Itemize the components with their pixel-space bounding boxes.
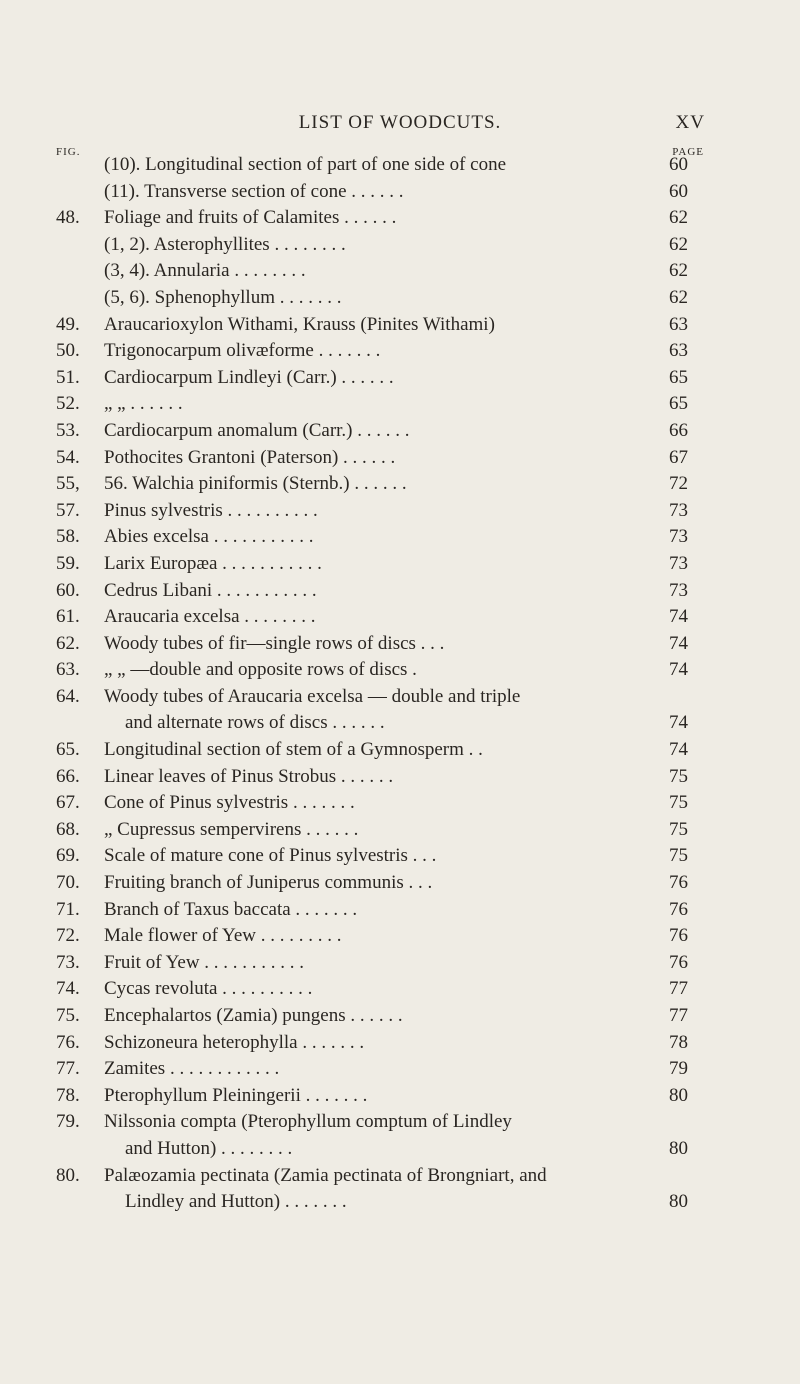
list-item [0,418,800,445]
page-number: 78 [669,1031,688,1053]
page-number: 75 [669,818,688,840]
figure-number: 76. [56,1031,80,1053]
figure-title: (3, 4). Annularia . . . . . . . . [104,260,306,282]
list-item [0,498,800,525]
list-item [0,604,800,631]
list-item [0,1056,800,1083]
figure-number: 73. [56,951,80,973]
figure-number: 69. [56,845,80,867]
figure-number: 51. [56,366,80,388]
list-item [0,737,800,764]
page-number: 74 [669,659,688,681]
page-number: 77 [669,1005,688,1026]
page-number: 63 [669,340,688,362]
figure-number: 67. [56,792,80,814]
fig-column-header: FIG. [56,146,81,158]
page-number: 62 [669,207,688,229]
figure-title: Palæozamia pectinata (Zamia pectinata of Brongniart, and [104,1164,547,1186]
list-item [0,258,800,285]
list-item [0,1163,800,1190]
figure-title: Fruit of Yew . . . . . . . . . . . [104,951,305,973]
figure-title: Zamites . . . . . . . . . . . . [104,1058,280,1080]
figure-title: Lindley and Hutton) . . . . . . . [125,1191,347,1213]
list-item [0,657,800,684]
page-number: 73 [669,526,688,548]
page-number: 80 [669,1084,688,1106]
figure-title: Larix Europæa . . . . . . . . . . . [104,552,322,574]
page-number: 73 [669,552,688,574]
figure-number: 63. [56,659,80,681]
list-item [0,1136,800,1163]
list-item [0,897,800,924]
figure-number: 53. [56,419,80,441]
figure-number: 74. [56,978,80,1000]
figure-title: 56. Walchia piniformis (Sternb.) . . . . . . [104,473,407,495]
figure-number: 58. [56,526,80,548]
list-item [0,232,800,259]
list-item [0,578,800,605]
figure-title: „ „ . . . . . . [104,393,183,415]
figure-title: Cedrus Libani . . . . . . . . . . . [104,579,317,601]
page-number: 75 [669,845,688,867]
list-item [0,950,800,977]
list-item [0,179,800,206]
figure-number: 61. [56,606,80,628]
list-item [0,445,800,472]
list-item [0,684,800,711]
page-number: 62 [669,286,688,308]
figure-number: 75. [56,1005,80,1026]
figure-title: Araucaria excelsa . . . . . . . . [104,606,316,628]
list-item [0,764,800,791]
figure-title: Nilssonia compta (Pterophyllum comptum of Lindley [104,1111,512,1133]
figure-title: „ „ —double and opposite rows of discs . [104,659,417,681]
page-number: 62 [669,233,688,255]
figure-title: Abies excelsa . . . . . . . . . . . [104,526,314,548]
figure-title: Longitudinal section of stem of a Gymnosperm . . [104,739,483,761]
figure-title: Fruiting branch of Juniperus communis . . . [104,872,433,894]
list-item [0,631,800,658]
figure-number: 57. [56,499,80,521]
figure-title: Pinus sylvestris . . . . . . . . . . [104,499,318,521]
figure-number: 55, [56,473,80,495]
figure-title: (11). Transverse section of cone . . . . . . [104,180,404,202]
figure-number: 71. [56,898,80,920]
list-item [0,391,800,418]
page-number: 63 [669,313,688,335]
list-item [0,551,800,578]
page-folio: XV [675,112,705,133]
page-number: 74 [669,606,688,628]
list-item [0,524,800,551]
figure-title: Trigonocarpum olivæforme . . . . . . . [104,340,381,362]
list-item [0,817,800,844]
page-number: 76 [669,951,688,973]
figure-number: 65. [56,739,80,761]
page-number: 67 [669,446,688,468]
list-item [0,790,800,817]
list-item [0,471,800,498]
figure-number: 80. [56,1164,80,1186]
page-number: 60 [669,180,688,202]
figure-number: 52. [56,393,80,415]
page-number: 62 [669,260,688,282]
figure-title: Linear leaves of Pinus Strobus . . . . . . [104,765,394,787]
figure-title: Encephalartos (Zamia) pungens . . . . . . [104,1005,403,1026]
figure-title: (10). Longitudinal section of part of one side of cone [104,154,507,175]
page-number: 74 [669,712,688,734]
figure-number: 62. [56,632,80,654]
page-number: 76 [669,925,688,947]
page-number: 60 [669,154,688,175]
figure-number: 60. [56,579,80,601]
figure-number: 77. [56,1058,80,1080]
list-item [0,205,800,232]
list-item [0,365,800,392]
figure-number: 72. [56,925,80,947]
figure-title: „ Cupressus sempervirens . . . . . . [104,818,359,840]
figure-title: and Hutton) . . . . . . . . [125,1137,293,1159]
figure-number: 68. [56,818,80,840]
list-item [0,1109,800,1136]
figure-title: (5, 6). Sphenophyllum . . . . . . . [104,286,342,308]
page-number: 77 [669,978,688,1000]
figure-number: 78. [56,1084,80,1106]
figure-number: 59. [56,552,80,574]
page-number: 74 [669,739,688,761]
page-number: 80 [669,1137,688,1159]
page-number: 73 [669,499,688,521]
list-item [0,976,800,1003]
page-number: 80 [669,1191,688,1213]
page-number: 76 [669,872,688,894]
list-item [0,843,800,870]
page-number: 75 [669,792,688,814]
page-number: 65 [669,393,688,415]
figure-title: (1, 2). Asterophyllites . . . . . . . . [104,233,346,255]
figure-title: Scale of mature cone of Pinus sylvestris . . . [104,845,437,867]
figure-number: 48. [56,207,80,229]
figure-number: 50. [56,340,80,362]
figure-title: Cardiocarpum Lindleyi (Carr.) . . . . . . [104,366,394,388]
page-number: 72 [669,473,688,495]
page-number: 75 [669,765,688,787]
list-item [0,1030,800,1057]
figure-number: 64. [56,685,80,707]
page-column-header: PAGE [672,146,704,158]
list-item [0,870,800,897]
figure-title: Pothocites Grantoni (Paterson) . . . . . . [104,446,396,468]
figure-title: Cycas revoluta . . . . . . . . . . [104,978,313,1000]
list-item [0,710,800,737]
list-item [0,338,800,365]
list-item [0,1189,800,1216]
figure-title: Araucarioxylon Withami, Krauss (Pinites Withami) [104,313,495,335]
page-number: 74 [669,632,688,654]
figure-number: 66. [56,765,80,787]
page-number: 76 [669,898,688,920]
figure-title: Branch of Taxus baccata . . . . . . . [104,898,358,920]
figure-title: Schizoneura heterophylla . . . . . . . [104,1031,365,1053]
woodcut-list [0,152,800,1216]
figure-title: Woody tubes of fir—single rows of discs . . . [104,632,445,654]
list-item [0,923,800,950]
figure-title: Cone of Pinus sylvestris . . . . . . . [104,792,355,814]
page-number: 65 [669,366,688,388]
figure-title: and alternate rows of discs . . . . . . [125,712,385,734]
figure-title: Pterophyllum Pleiningerii . . . . . . . [104,1084,368,1106]
list-item [0,285,800,312]
figure-number: 49. [56,313,80,335]
list-item [0,152,800,179]
running-head [0,112,800,136]
figure-title: Male flower of Yew . . . . . . . . . [104,925,342,947]
figure-number: 79. [56,1111,80,1133]
page-number: 79 [669,1058,688,1080]
figure-title: Foliage and fruits of Calamites . . . . . . [104,207,397,229]
figure-number: 70. [56,872,80,894]
list-item [0,312,800,339]
figure-title: Cardiocarpum anomalum (Carr.) . . . . . . [104,419,410,441]
list-item [0,1083,800,1110]
figure-title: Woody tubes of Araucaria excelsa — double and triple [104,685,521,707]
figure-number: 54. [56,446,80,468]
page-number: 73 [669,579,688,601]
running-head-title: LIST OF WOODCUTS. [298,112,502,133]
list-item [0,1003,800,1030]
page-number: 66 [669,419,688,441]
